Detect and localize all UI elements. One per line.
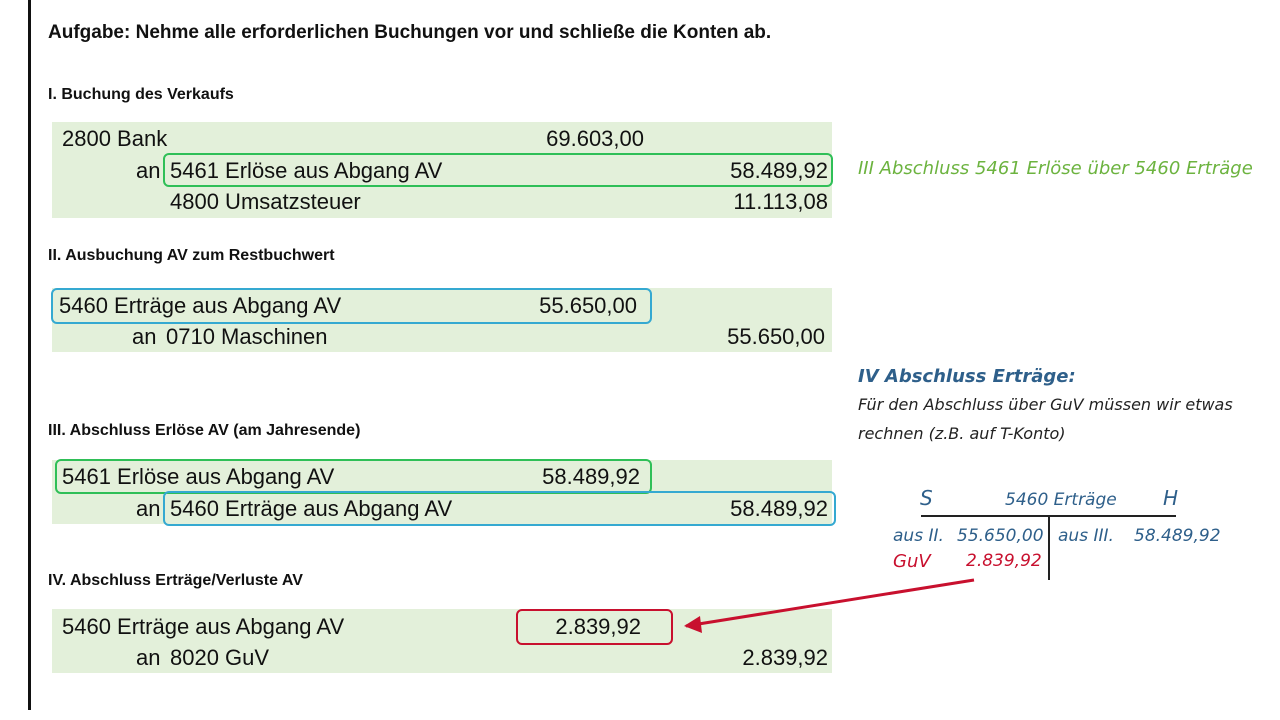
an-prefix: an [132, 324, 157, 349]
t-account-left-row1-value: 55.650,00 [957, 526, 1044, 546]
t-account-debit-label: S [920, 486, 933, 510]
credit-amount: 55.650,00 [727, 324, 825, 349]
credit-amount: 11.113,08 [733, 189, 828, 214]
credit-amount: 58.489,92 [730, 158, 828, 183]
account-name: 5461 Erlöse aus Abgang AV [62, 464, 335, 489]
section-4-heading: IV. Abschluss Erträge/Verluste AV [48, 572, 303, 589]
t-account-left-row2-value: 2.839,92 [966, 551, 1042, 571]
account-name: 5460 Erträge aus Abgang AV [62, 614, 345, 639]
account-name: 0710 Maschinen [166, 324, 328, 349]
an-prefix: an [136, 645, 161, 670]
account-name: 5461 Erlöse aus Abgang AV [170, 158, 443, 183]
t-account-right-row1-label: aus III. [1058, 526, 1114, 546]
debit-amount: 55.650,00 [539, 293, 637, 318]
credit-amount: 2.839,92 [742, 645, 828, 670]
note-iv-line2: rechnen (z.B. auf T-Konto) [858, 424, 1066, 443]
account-name: 5460 Erträge aus Abgang AV [59, 293, 342, 318]
section-1-heading: I. Buchung des Verkaufs [48, 86, 234, 103]
arrow-line [686, 580, 974, 626]
note-iv-title: IV Abschluss Erträge: [858, 366, 1076, 387]
account-name: 4800 Umsatzsteuer [170, 189, 361, 214]
t-account-left-row2-label: GuV [893, 551, 931, 572]
debit-amount: 69.603,00 [546, 126, 644, 151]
account-name: 2800 Bank [62, 126, 168, 151]
debit-amount: 2.839,92 [555, 614, 641, 639]
note-text: III Abschluss 5461 Erlöse über 5460 Erträge [858, 158, 1253, 179]
debit-amount: 58.489,92 [542, 464, 640, 489]
t-account-credit-label: H [1163, 486, 1179, 510]
account-name: 8020 GuV [170, 645, 270, 670]
note-iv-line1: Für den Abschluss über GuV müssen wir etwas [858, 395, 1233, 414]
an-prefix: an [136, 496, 161, 521]
t-account-right-row1-value: 58.489,92 [1134, 526, 1221, 546]
t-account-left-row1-label: aus II. [893, 526, 944, 546]
t-account-name: 5460 Erträge [1005, 490, 1117, 510]
an-prefix: an [136, 158, 161, 183]
arrow-head [684, 616, 702, 633]
section-3-heading: III. Abschluss Erlöse AV (am Jahresende) [48, 422, 361, 439]
section-2-heading: II. Ausbuchung AV zum Restbuchwert [48, 247, 335, 264]
page-title: Aufgabe: Nehme alle erforderlichen Buchungen vor und schließe die Konten ab. [48, 22, 772, 43]
account-name: 5460 Erträge aus Abgang AV [170, 496, 453, 521]
credit-amount: 58.489,92 [730, 496, 828, 521]
